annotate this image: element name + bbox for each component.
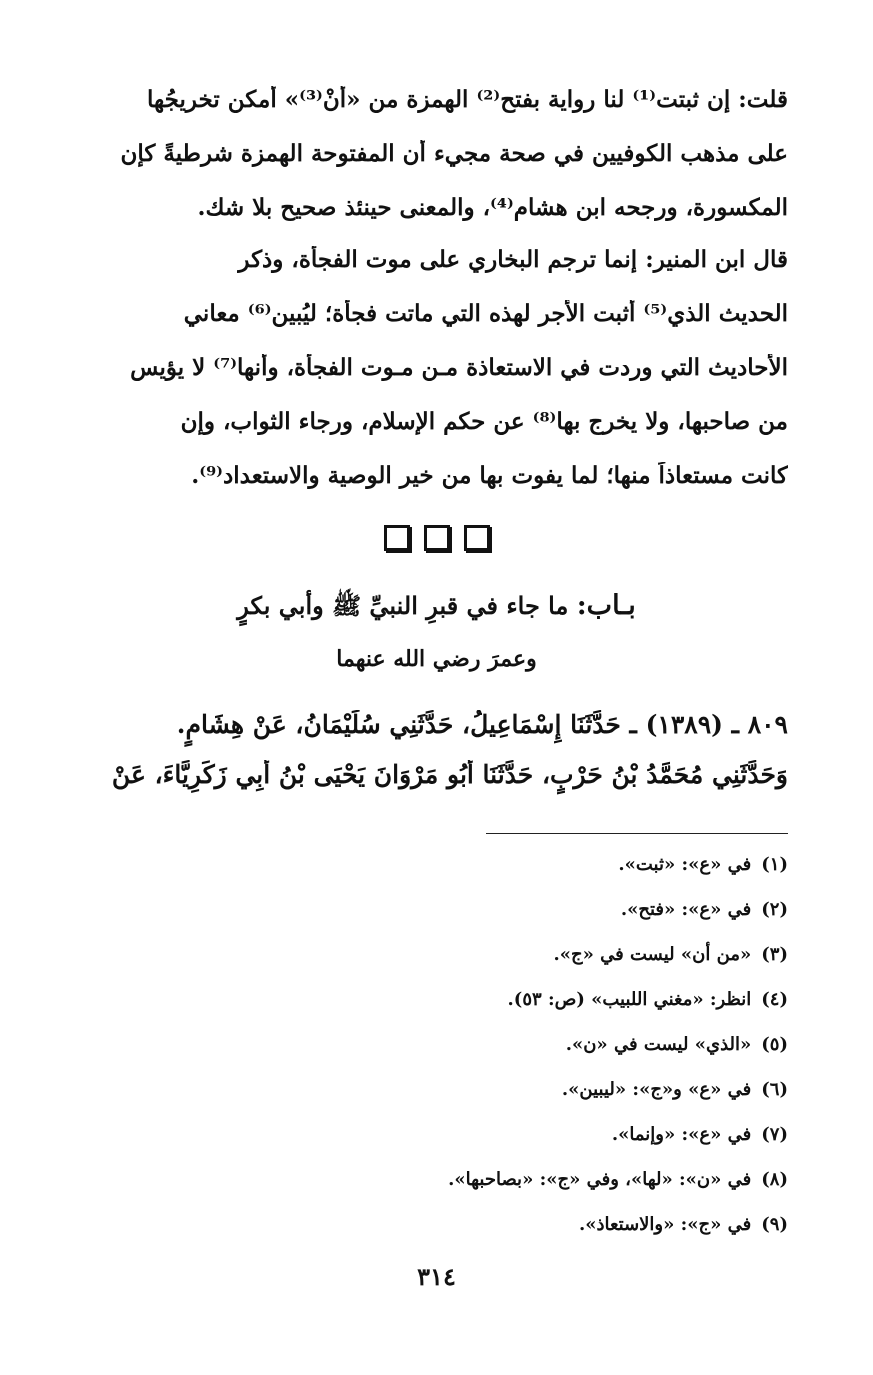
text-line: الأحاديث التي وردت في الاستعاذة مـن مـوت الفجأة، وأنها⁽⁷⁾ لا يؤيس — [130, 354, 788, 381]
footnote-item — [78, 895, 788, 940]
footnote-number: (١) — [761, 854, 788, 875]
footnote-divider — [486, 833, 788, 834]
text-line: الحديث الذي⁽⁵⁾ أثبت الأجر لهذه التي ماتت فجأة؛ ليُبين⁽⁶⁾ معاني — [183, 300, 788, 327]
separator-box-icon — [384, 525, 410, 551]
text-line: من صاحبها، ولا يخرج بها⁽⁸⁾ عن حكم الإسلام، ورجاء الثواب، وإن — [180, 408, 788, 435]
hadith-line: ٨٠٩ ـ (١٣٨٩) ـ حَدَّثَنَا إِسْمَاعِيلُ، حَدَّثَنِي سُلَيْمَانُ، عَنْ هِشَامٍ. — [176, 710, 788, 739]
footnote-item — [78, 985, 788, 1030]
text-line: على مذهب الكوفيين في صحة مجيء أن المفتوحة الهمزة شرطيةً كإن — [120, 140, 788, 167]
hadith-line: وَحَدَّثَنِي مُحَمَّدُ بْنُ حَرْبٍ، حَدَّثَنَا أَبُو مَرْوَانَ يَحْيَى بْنُ أَبِي زَكَرِيَّاءَ، عَنْ — [111, 760, 788, 789]
footnote-item — [78, 1165, 788, 1210]
footnote-number: (٥) — [761, 1034, 788, 1055]
page-number: ٣١٤ — [417, 1262, 456, 1291]
footnote-number: (٢) — [761, 899, 788, 920]
footnote-text: في «ن»: «لها»، وفي «ج»: «بصاحبها». — [448, 1169, 752, 1190]
footnote-number: (٩) — [761, 1214, 788, 1235]
footnote-item — [78, 940, 788, 985]
footnote-item — [78, 1030, 788, 1075]
hadith-text — [78, 710, 788, 810]
footnote-item — [78, 1210, 788, 1255]
footnote-text: في «ج»: «والاستعاذ». — [578, 1214, 752, 1235]
footnote-text: انظر: «مغني اللبيب» (ص: ٥٣). — [507, 989, 752, 1010]
footnote-item — [78, 1075, 788, 1120]
paragraph-commentary-1 — [78, 86, 788, 248]
text-line: قلت: إن ثبتت⁽¹⁾ لنا رواية بفتح⁽²⁾ الهمزة من «أنْ⁽³⁾» أمكن تخريجُها — [147, 86, 788, 113]
footnote-text: «من أن» ليست في «ج». — [553, 944, 752, 965]
footnotes — [78, 850, 788, 1255]
chapter-label: بـاب: — [576, 590, 636, 621]
chapter-heading — [0, 590, 873, 626]
footnote-text: في «ع»: «فتح». — [620, 899, 752, 920]
footnote-number: (٤) — [761, 989, 788, 1010]
section-separator — [0, 525, 873, 551]
footnote-text: في «ع»: «ثبت». — [618, 854, 752, 875]
text-line: كانت مستعاذاً منها؛ لما يفوت بها من خير الوصية والاستعداد⁽⁹⁾. — [191, 462, 788, 489]
paragraph-commentary-2 — [78, 246, 788, 516]
footnote-number: (٨) — [761, 1169, 788, 1190]
text-line: قال ابن المنير: إنما ترجم البخاري على موت الفجأة، وذكر — [238, 246, 788, 273]
footnote-item — [78, 850, 788, 895]
footnote-number: (٦) — [761, 1079, 788, 1100]
separator-box-icon — [424, 525, 450, 551]
footnote-text: في «ع»: «وإنما». — [611, 1124, 752, 1145]
footnote-number: (٧) — [761, 1124, 788, 1145]
footnote-text: «الذي» ليست في «ن». — [565, 1034, 752, 1055]
footnote-number: (٣) — [761, 944, 788, 965]
footnote-item — [78, 1120, 788, 1165]
footnote-text: في «ع» و«ج»: «ليبين». — [561, 1079, 752, 1100]
chapter-title-line-2: وعمرَ رضي الله عنهما — [336, 646, 537, 672]
chapter-title-line-1: ما جاء في قبرِ النبيِّ ﷺ وأبي بكرٍ — [237, 591, 569, 620]
separator-box-icon — [464, 525, 490, 551]
text-line: المكسورة، ورجحه ابن هشام⁽⁴⁾، والمعنى حينئذ صحيح بلا شك. — [197, 194, 788, 221]
